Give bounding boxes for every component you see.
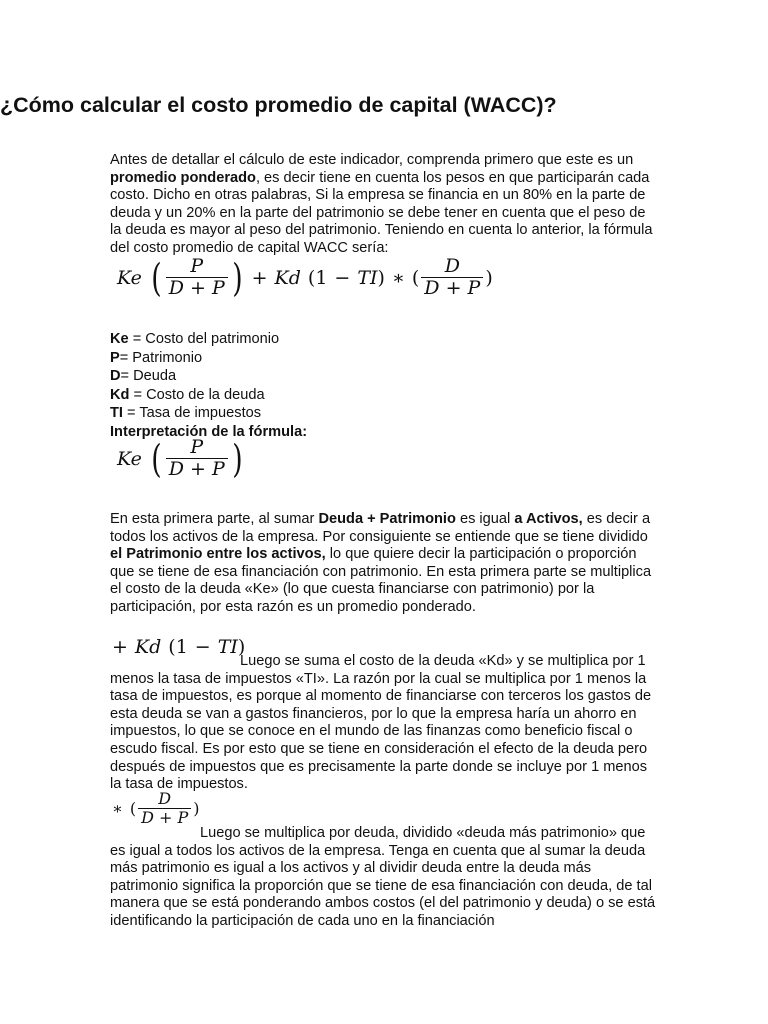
fraction-denominator: D + P bbox=[138, 808, 191, 827]
formula-minus: − bbox=[334, 266, 351, 289]
fraction-denominator: D + P bbox=[166, 277, 228, 300]
fraction-denominator: D + P bbox=[166, 458, 228, 481]
formula-paren-close: ) bbox=[377, 266, 385, 289]
definition-ti bbox=[110, 404, 307, 423]
section1-bold: el Patrimonio entre los activos, bbox=[110, 546, 326, 563]
interpretation-heading: Interpretación de la fórmula: bbox=[110, 423, 308, 440]
formula-paren-close: ) bbox=[232, 255, 243, 300]
intro-bold-term: promedio ponderado bbox=[110, 169, 256, 186]
definition-text: = Costo del patrimonio bbox=[128, 331, 280, 347]
formula-one: 1 bbox=[175, 636, 188, 658]
fraction-numerator: D bbox=[444, 255, 460, 277]
formula-fraction-p bbox=[166, 256, 228, 300]
formula-fraction-p bbox=[166, 437, 228, 481]
fraction-numerator: P bbox=[190, 255, 204, 277]
section2-paragraph: Luego se suma el costo de la deuda «Kd» y se multiplica por 1 menos la tasa de impuestos «TI». La razón por la cual se multiplica por 1 menos la tasa de impuestos, es porque al momento de financiarse con terceros los gastos de esta deuda se van a gastos financieros, por lo que la empresa haría un ahorro en impuestos, lo que se conoce en el mundo de las finanzas como beneficio fiscal o escudo fiscal. Es por esto que se tiene en consideración el efecto de la deuda pero después de impuestos que es precisamente la parte donde se incluye por 1 menos la tasa de impuestos. bbox=[110, 653, 652, 793]
definition-term: TI bbox=[110, 405, 123, 421]
formula-times: ∗ bbox=[112, 798, 123, 818]
formula-fraction-d bbox=[421, 256, 483, 300]
formula-part-2 bbox=[112, 636, 245, 658]
section1-text: lo que quiere decir la participación o proporción que se tiene de esa financiación con patrimonio. En esta primera parte se multiplica el costo de la deuda «Ke» (lo que cuesta financiarse con patrimonio) por la participación, por esta razón es un promedio ponderado. bbox=[110, 546, 652, 615]
definition-d bbox=[110, 367, 307, 386]
formula-paren-close: ) bbox=[193, 798, 200, 818]
formula-paren-open: ( bbox=[411, 266, 420, 289]
definition-term: Kd bbox=[110, 386, 130, 403]
definitions-list bbox=[110, 330, 307, 441]
formula-paren-close: ) bbox=[232, 436, 243, 481]
fraction-numerator: D bbox=[158, 789, 172, 808]
definition-p bbox=[110, 349, 307, 368]
definition-term: D bbox=[110, 368, 121, 384]
intro-paragraph bbox=[110, 152, 660, 258]
fraction-numerator: P bbox=[190, 436, 204, 458]
fraction-denominator: D + P bbox=[421, 277, 483, 300]
formula-ke: Ke bbox=[117, 447, 142, 470]
formula-ti: TI bbox=[217, 636, 238, 658]
section3-paragraph: Luego se multiplica por deuda, dividido «deuda más patrimonio» que es igual a todos los activos de la empresa. Tenga en cuenta que al sumar la deuda más patrimonio es igual a los activos y al dividir deuda entre la deuda más patrimonio significa la proporción que se tiene de esa financiación con deuda, de tal manera que se está ponderando ambos costos (el del patrimonio y deuda) o se está identificando la participación de cada uno en la financiación bbox=[110, 825, 656, 929]
page-title: ¿Cómo calcular el costo promedio de capital (WACC)? bbox=[0, 93, 557, 117]
formula-paren-open: ( bbox=[151, 436, 162, 481]
definition-term: P bbox=[110, 349, 120, 366]
definition-kd bbox=[110, 386, 307, 405]
section1-text: es igual bbox=[455, 511, 515, 527]
intro-text-1: Antes de detallar el cálculo de este indicador, comprenda primero que este es un bbox=[110, 152, 634, 168]
formula-kd: Kd bbox=[274, 266, 301, 289]
formula-paren-close: ) bbox=[237, 636, 246, 658]
formula-plus: + bbox=[251, 266, 268, 289]
section1-text: es decir a todos los activos de la empresa. Por consiguiente se entiende que se tiene dividido bbox=[110, 511, 651, 545]
formula-times: ∗ bbox=[391, 266, 405, 289]
section1-text: En esta primera parte, al sumar bbox=[110, 511, 319, 527]
formula-part-3 bbox=[112, 790, 200, 827]
formula-one: 1 bbox=[315, 266, 328, 289]
formula-paren-close: ) bbox=[485, 266, 493, 289]
formula-paren-open: ( bbox=[129, 798, 137, 818]
formula-fraction-d bbox=[138, 790, 191, 827]
formula-paren-open: ( bbox=[151, 255, 162, 300]
definition-text: = Tasa de impuestos bbox=[122, 405, 262, 421]
section1-paragraph bbox=[110, 511, 660, 617]
wacc-formula bbox=[117, 256, 493, 300]
formula-plus: + bbox=[112, 636, 128, 658]
formula-paren-open: ( bbox=[307, 266, 316, 289]
formula-kd: Kd bbox=[134, 636, 162, 658]
definition-text: = Costo de la deuda bbox=[129, 386, 265, 403]
section1-bold: a Activos, bbox=[514, 511, 583, 527]
definition-term: Ke bbox=[110, 331, 129, 347]
intro-text-2: , es decir tiene en cuenta los pesos en que participarán cada costo. Dicho en otras palabras, Si la empresa se financia en un 80% en la parte de deuda y un 20% en la parte del patrimonio se debe tener en cuenta que el peso de la deuda es mayor al peso del patrimonio. Teniendo en cuenta lo anterior, la fórmula del costo promedio de capital WACC sería: bbox=[110, 169, 653, 256]
formula-minus: − bbox=[194, 636, 211, 658]
formula-part-1 bbox=[117, 437, 245, 481]
formula-ti: TI bbox=[357, 266, 378, 289]
formula-paren-open: ( bbox=[168, 636, 176, 658]
section1-bold: Deuda + Patrimonio bbox=[318, 511, 456, 527]
definition-ke bbox=[110, 330, 307, 349]
formula-ke: Ke bbox=[117, 266, 142, 289]
definition-text: = Deuda bbox=[120, 368, 177, 384]
definition-text: = Patrimonio bbox=[119, 349, 203, 366]
